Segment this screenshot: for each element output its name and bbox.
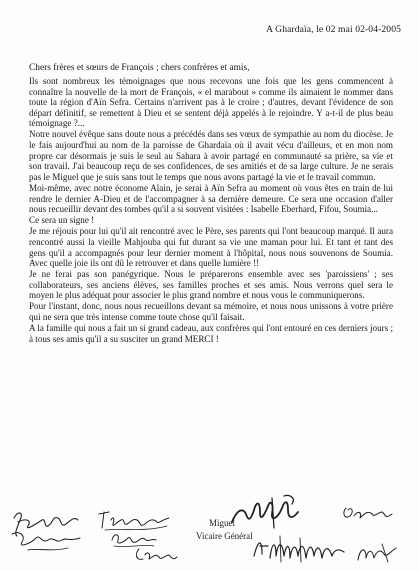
paragraph-testimonies: Ils sont nombreux les témoignages que nous recevons une fois que les gens commencent à connaître la nouvelle de la mort de François, « el marabout » comme ils aimaient le nommer dans toute la région d'Aïn Sefra. Certains n'arrivent pas à le croire ; d'autres, devant l'évidence de son départ définitif, se remettent à Dieu et se sentent déjà appelés à le rejoindre. Y a-t-il de plus beau témoignage ?... — [29, 76, 393, 129]
signature-3 — [108, 528, 160, 550]
signatory-name: Miguel — [209, 518, 235, 528]
letter-dateline: A Ghardaïa, le 02 mai 02-04-2005 — [266, 24, 401, 35]
signature-5 — [338, 502, 398, 524]
paragraph-panegyric: Je ne ferai pas son panégyrique. Nous le préparerons ensemble avec ses 'paroissiens' ; ses collaborateurs, ses anciens élèves, ses familles proches et ses amis. Nous verrons quel sera le moyen le plus adéquat pour associer le plus grand nombre et nous vous le communiquerons. — [29, 269, 393, 301]
paragraph-sign: Ce sera un signe ! — [29, 215, 95, 226]
paragraph-visit-ain-sefra: Moi-même, avec notre économe Alain, je serai à Aïn Sefra au moment où vous êtes en train de lui rendre le dernier A-Dieu et de l'accompagner à sa dernière demeure. Ce sera une occasion d'aller nous recueillir devant des tombes qu'il a si souvent visitées : Isabelle Eberhard, Fifou, Soumia... — [29, 182, 393, 215]
letter-salutation: Chers frères et sœurs de François ; chers confrères et amis, — [29, 63, 250, 73]
paragraph-prayer: Pour l'instant, donc, nous nous recueillons devant sa mémoire, et nous nous unissons à votre prière qui ne sera que très intense comme toute chose qu'il faisait. — [29, 301, 393, 323]
signature-6 — [250, 532, 350, 568]
signature-7 — [352, 540, 402, 566]
signature-4 — [133, 545, 183, 565]
signature-1 — [8, 506, 88, 556]
paragraph-thanks: A la famille qui nous a fait un si grand cadeau, aux confrères qui l'ont entouré en ces derniers jours ; à tous ses amis qu'il a su susciter un grand MERCI ! — [29, 323, 394, 344]
signature-2 — [95, 508, 175, 534]
signature-miguel — [226, 492, 306, 532]
paragraph-bishop: Notre nouvel évêque sans doute nous a précédés dans ses vœux de sympathie au nom du diocèse. Je le fais aujourd'hui au nom de la paroisse de Ghardaïa où il avait vécu d'ailleurs, et en mon nom propre car désormais je suis le seul au Sahara à avoir partagé en communauté sa prière, sa vie et son travail. J'ai beaucoup reçu de ses confidences, de ses amitiés et de sa large culture. Je ne serais pas le Miguel que je suis sans tout le temps que nous avons partagé la vie et le travail commun. — [29, 129, 393, 182]
signatory-title: Vicaire Général — [196, 531, 253, 541]
letter-body — [29, 76, 393, 344]
paragraph-rejoice: Je me réjouis pour lui qu'il ait rencontré avec le Père, ses parents qui l'ont beaucoup marqué. Il aura rencontré aussi la vieille Mahjouba qui fut durant sa vie une maman pour lui. Et tant et tant des gens qu'il a accompagnés pour leur dernier moment à l'hôpital, nous nous souvenons de Soumia. Avec quelle joie ils ont dû le retrouver et dans quelle lumière !! — [29, 226, 393, 269]
